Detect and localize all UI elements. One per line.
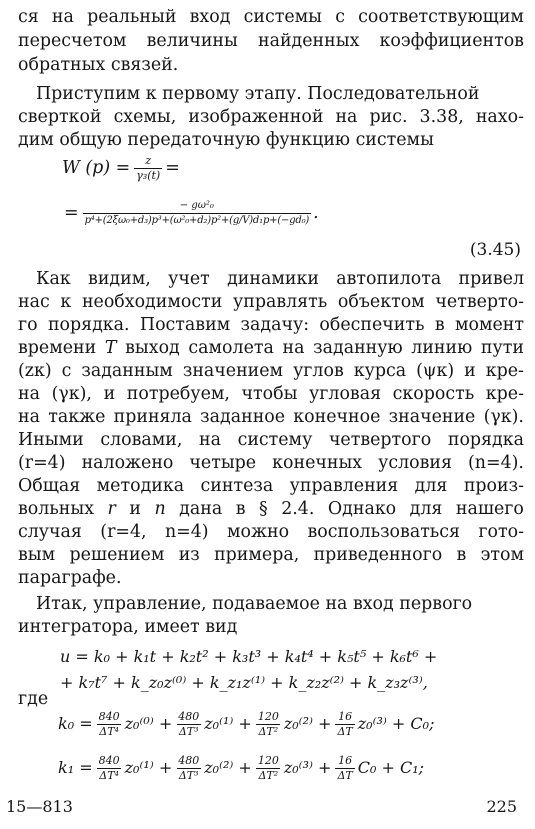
word: реальный <box>87 7 177 27</box>
word: изображенной <box>188 107 324 127</box>
word: управлять <box>233 292 328 312</box>
word: углов <box>293 361 344 381</box>
word: вольных <box>18 499 95 519</box>
equation-term: z₀⁽¹⁾ + <box>204 714 252 733</box>
word: на <box>18 384 40 404</box>
word: к <box>60 292 72 312</box>
word: этом <box>480 545 524 565</box>
text-line-4: Приступим к первому этапу. Последовательной <box>36 84 480 104</box>
word: случая <box>18 522 82 542</box>
word: на <box>18 407 40 427</box>
text-line-20: параграфе. <box>18 568 122 588</box>
word: методика <box>96 476 185 496</box>
word: Поставим <box>139 315 231 335</box>
word: в <box>434 315 445 335</box>
word: привел <box>458 269 524 289</box>
equation-lhs: W (p) = <box>62 158 131 178</box>
word: 2.4. <box>281 499 315 519</box>
text-line-16 <box>18 475 524 497</box>
word: коэффициентов <box>379 31 524 51</box>
word: времени <box>18 338 97 358</box>
word: систему <box>237 430 313 450</box>
text-line-3: обратных связей. <box>18 55 179 75</box>
fraction <box>256 754 281 783</box>
word: четыре <box>189 453 257 473</box>
word: Как <box>36 269 71 289</box>
word: на <box>51 7 74 27</box>
equation-w-first: W (p) = $\frac{z}{\text{γ₃(t)}}$ = <box>62 153 180 182</box>
word: n <box>154 499 166 519</box>
equation-term: z₀⁽¹⁾ + <box>124 758 173 777</box>
word: и <box>129 499 141 519</box>
word: учет <box>168 269 210 289</box>
word: необходимости <box>81 292 223 312</box>
equation-term: C₀ + C₁; <box>357 758 424 777</box>
word: на <box>282 338 305 358</box>
word: заданную <box>313 338 403 358</box>
text-line-1 <box>18 6 524 28</box>
fraction <box>97 710 122 739</box>
word: линию <box>411 338 473 358</box>
word: рис. <box>369 107 408 127</box>
word: (n=4). <box>468 453 524 473</box>
word: управления <box>289 476 399 496</box>
text-line-8 <box>18 291 524 313</box>
fraction-numerator: 840 <box>98 709 120 723</box>
word: величины <box>146 31 238 51</box>
equation-term: z₀⁽³⁾ + <box>283 758 332 777</box>
text-line-12 <box>18 383 524 405</box>
fraction <box>83 199 312 228</box>
fraction <box>335 754 354 783</box>
word: для <box>409 499 443 519</box>
word: (ψк) <box>416 361 455 381</box>
text-line-6: дим общую передаточную функцию системы <box>18 130 434 150</box>
word: словами, <box>100 430 183 450</box>
fraction <box>134 154 162 183</box>
text-line-9 <box>18 314 524 336</box>
word: (γк). <box>483 407 524 427</box>
text-line-7 <box>36 268 524 290</box>
word: видим, <box>88 269 151 289</box>
word: для <box>414 476 448 496</box>
text-line-11 <box>18 360 524 382</box>
equation-lhs: k₀ = <box>58 714 93 733</box>
text-line-22: интегратора, имеет вид <box>18 617 238 637</box>
word: порядка <box>447 430 524 450</box>
fraction-denominator: γ₃(t) <box>136 168 161 182</box>
word: (r=4) <box>18 453 66 473</box>
fraction-denominator: ΔT <box>337 724 353 738</box>
fraction-numerator: z <box>145 153 152 167</box>
word: в <box>456 545 467 565</box>
word: на <box>199 430 221 450</box>
word: динамики <box>227 269 319 289</box>
equation-number: (3.45) <box>469 240 521 260</box>
fraction <box>176 710 201 739</box>
word: вход <box>189 7 231 27</box>
text-line-17 <box>18 498 524 520</box>
printer-signature: 15—813 <box>6 797 73 816</box>
fraction-numerator: − gω²₀ <box>179 199 214 211</box>
word: приняла <box>113 407 192 427</box>
word: конечных <box>272 453 363 473</box>
word: r <box>107 499 116 519</box>
word: угловая <box>309 384 382 404</box>
text-line-19 <box>18 544 524 566</box>
word: обеспечить <box>319 315 425 335</box>
word: Общая <box>18 476 81 496</box>
text-line-2 <box>18 30 524 52</box>
word: произ- <box>463 476 524 496</box>
word: схемы, <box>113 107 177 127</box>
word: конечное <box>293 407 381 427</box>
equation-term: z₀⁽³⁾ + C₀; <box>357 714 435 733</box>
word: кре- <box>485 361 524 381</box>
word: (zк) <box>18 361 52 381</box>
word: воспользоваться <box>307 522 460 542</box>
word: курса <box>353 361 407 381</box>
word: значение <box>388 407 476 427</box>
word: самолета <box>188 338 274 358</box>
word: § <box>259 499 268 519</box>
word: из <box>178 545 200 565</box>
text-line-21: Итак, управление, подаваемое на вход первого <box>36 594 473 614</box>
word: задачу: <box>240 315 310 335</box>
text-line-13 <box>18 406 524 428</box>
fraction-denominator: ΔT <box>337 768 353 782</box>
word: гото- <box>478 522 524 542</box>
word: на <box>335 107 358 127</box>
word: с <box>61 361 72 381</box>
word: объектом <box>337 292 425 312</box>
word: заданным <box>81 361 173 381</box>
word: пути <box>480 338 524 358</box>
fraction-denominator: ΔT³ <box>178 768 199 782</box>
text-line-15 <box>18 452 524 474</box>
fraction <box>97 754 122 783</box>
word: автопилота <box>336 269 442 289</box>
fraction-denominator: ΔT³ <box>178 724 199 738</box>
text-line-5 <box>18 106 524 128</box>
word: Иными <box>18 430 84 450</box>
word: Однако <box>327 499 397 519</box>
word: системы <box>243 7 322 27</box>
word: T <box>104 338 117 358</box>
text-line-10 <box>18 337 524 359</box>
text-where: где <box>18 689 49 709</box>
word: с <box>335 7 345 27</box>
word: наложено <box>81 453 174 473</box>
equation-term: z₀⁽⁰⁾ + <box>124 714 173 733</box>
fraction-denominator: ΔT² <box>258 768 279 782</box>
equation-k0 <box>58 704 526 744</box>
word: сверткой <box>18 107 102 127</box>
word: 3.38, <box>419 107 464 127</box>
text-line-18 <box>18 521 524 543</box>
word: ся <box>18 7 39 27</box>
word: вым <box>18 545 56 565</box>
word: значением <box>182 361 284 381</box>
word: также <box>48 407 106 427</box>
fraction-numerator: 840 <box>98 753 120 767</box>
word: (γк), <box>51 384 92 404</box>
equation-term: z₀⁽²⁾ + <box>283 714 332 733</box>
word: дана <box>179 499 223 519</box>
page-number: 225 <box>486 797 517 816</box>
word: соответствующим <box>358 7 524 27</box>
fraction <box>176 754 201 783</box>
equation-w-second: = $\frac{\text{− gω²₀}}{\text{p⁴+(2ξω₀+d₃)p³+(ω²₀+d₂)p²+(g/V)d₁p+(−gd₀)}}$ . <box>64 199 319 226</box>
fraction-numerator: 120 <box>257 753 279 767</box>
word: (r=4, <box>100 522 147 542</box>
fraction <box>256 710 281 739</box>
word: можно <box>227 522 290 542</box>
word: кре- <box>485 384 524 404</box>
equation-k1 <box>58 748 526 788</box>
word: потребуем, <box>126 384 230 404</box>
fraction-numerator: 480 <box>178 753 200 767</box>
fraction-numerator: 120 <box>257 709 279 723</box>
word: скорость <box>392 384 475 404</box>
word: пересчетом <box>18 31 127 51</box>
fraction-denominator: ΔT⁴ <box>99 724 119 738</box>
word: синтеза <box>200 476 274 496</box>
word: и <box>464 361 476 381</box>
word: решением <box>69 545 165 565</box>
word: нас <box>18 292 50 312</box>
word: четверто- <box>435 292 524 312</box>
word: порядка. <box>47 315 130 335</box>
word: n=4) <box>164 522 209 542</box>
word: го <box>18 315 38 335</box>
equation-u-line-1: u = k₀ + k₁t + k₂t² + k₃t³ + k₄t⁴ + k₅t⁵ + k₆t⁶ + <box>60 647 438 666</box>
equation-lhs: k₁ = <box>58 758 93 777</box>
fraction <box>335 710 354 739</box>
word: четвертого <box>328 430 432 450</box>
equation-u-line-2: + k₇t⁷ + k_z₀z⁽⁰⁾ + k_z₁z⁽¹⁾ + k_z₂z⁽²⁾ + k_z₃z⁽³⁾, <box>60 673 428 692</box>
word: в <box>235 499 246 519</box>
word: и <box>103 384 116 404</box>
fraction-denominator: p⁴+(2ξω₀+d₃)p³+(ω²₀+d₂)p²+(g/V)d₁p+(−gd₀) <box>84 214 310 226</box>
word: момент <box>454 315 524 335</box>
word: примера, <box>214 545 300 565</box>
word: найденных <box>258 31 360 51</box>
fraction-numerator: 16 <box>338 753 353 767</box>
word: приведенного <box>313 545 443 565</box>
fraction-numerator: 480 <box>178 709 200 723</box>
text-line-14 <box>18 429 524 451</box>
word: заданное <box>200 407 286 427</box>
word: нахо- <box>475 107 524 127</box>
word: выход <box>125 338 180 358</box>
fraction-denominator: ΔT⁴ <box>99 768 119 782</box>
word: условия <box>378 453 452 473</box>
word: чтобы <box>241 384 298 404</box>
equation-term: z₀⁽²⁾ + <box>204 758 252 777</box>
fraction-numerator: 16 <box>338 709 353 723</box>
word: нашего <box>455 499 524 519</box>
fraction-denominator: ΔT² <box>258 724 279 738</box>
